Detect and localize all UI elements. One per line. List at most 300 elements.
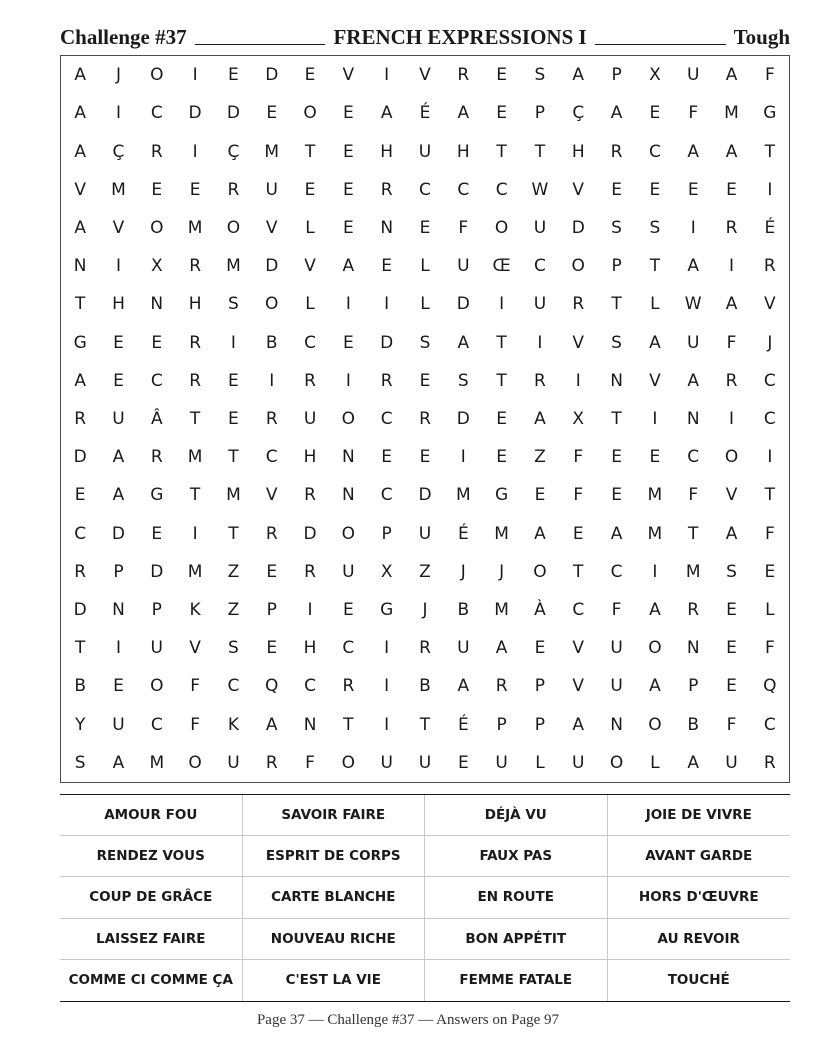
grid-cell[interactable]: H: [112, 294, 125, 315]
grid-cell[interactable]: B: [687, 714, 700, 735]
grid-cell[interactable]: I: [345, 370, 351, 391]
grid-cell[interactable]: N: [342, 447, 355, 468]
grid-cell[interactable]: V: [725, 485, 738, 506]
grid-cell[interactable]: V: [265, 485, 278, 506]
grid-cell[interactable]: R: [342, 676, 355, 697]
grid-cell[interactable]: S: [726, 561, 737, 582]
grid-cell[interactable]: E: [764, 561, 776, 582]
grid-cell[interactable]: V: [419, 65, 431, 86]
grid-cell[interactable]: R: [610, 141, 623, 162]
grid-cell[interactable]: E: [419, 447, 431, 468]
grid-cell[interactable]: A: [649, 332, 661, 353]
grid-cell[interactable]: C: [380, 408, 393, 429]
grid-cell[interactable]: E: [687, 179, 699, 200]
grid-cell[interactable]: N: [686, 638, 700, 659]
grid-cell[interactable]: E: [726, 600, 737, 621]
grid-cell[interactable]: G: [495, 485, 509, 506]
grid-cell[interactable]: E: [342, 217, 354, 238]
grid-cell[interactable]: E: [266, 561, 278, 582]
grid-cell[interactable]: T: [764, 141, 776, 162]
grid-cell[interactable]: M: [724, 103, 739, 124]
grid-cell[interactable]: F: [764, 65, 775, 86]
grid-cell[interactable]: L: [650, 294, 660, 315]
grid-cell[interactable]: R: [572, 294, 585, 315]
grid-cell[interactable]: B: [74, 676, 86, 697]
grid-cell[interactable]: E: [151, 523, 163, 544]
grid-cell[interactable]: E: [151, 332, 163, 353]
grid-cell[interactable]: I: [115, 638, 121, 659]
grid-cell[interactable]: I: [575, 370, 581, 391]
grid-cell[interactable]: G: [73, 332, 87, 353]
grid-cell[interactable]: M: [455, 485, 471, 506]
grid-cell[interactable]: U: [342, 561, 355, 582]
grid-cell[interactable]: S: [228, 638, 239, 659]
grid-cell[interactable]: E: [342, 103, 354, 124]
grid-cell[interactable]: E: [496, 103, 507, 124]
grid-cell[interactable]: H: [571, 141, 585, 162]
grid-cell[interactable]: T: [74, 638, 86, 659]
grid-cell[interactable]: P: [151, 600, 162, 621]
grid-cell[interactable]: U: [495, 752, 508, 773]
grid-cell[interactable]: A: [74, 141, 86, 162]
grid-cell[interactable]: É: [419, 103, 431, 124]
grid-cell[interactable]: T: [764, 485, 776, 506]
grid-cell[interactable]: D: [150, 561, 164, 582]
grid-cell[interactable]: P: [113, 561, 124, 582]
grid-cell[interactable]: H: [188, 294, 202, 315]
grid-cell[interactable]: E: [342, 179, 354, 200]
grid-cell[interactable]: É: [457, 714, 469, 735]
grid-cell[interactable]: R: [380, 370, 393, 391]
grid-cell[interactable]: A: [687, 141, 700, 162]
grid-cell[interactable]: C: [763, 408, 776, 429]
grid-cell[interactable]: Z: [227, 561, 240, 582]
grid-cell[interactable]: R: [265, 752, 278, 773]
grid-cell[interactable]: J: [767, 332, 773, 353]
grid-cell[interactable]: M: [187, 561, 203, 582]
grid-cell[interactable]: P: [534, 103, 546, 124]
grid-cell[interactable]: B: [457, 600, 470, 621]
grid-cell[interactable]: U: [686, 332, 700, 353]
grid-cell[interactable]: C: [265, 447, 278, 468]
grid-cell[interactable]: I: [652, 408, 658, 429]
grid-cell[interactable]: A: [112, 485, 125, 506]
grid-cell[interactable]: U: [112, 408, 125, 429]
grid-cell[interactable]: U: [150, 638, 163, 659]
grid-cell[interactable]: M: [494, 600, 509, 621]
grid-cell[interactable]: A: [725, 294, 738, 315]
grid-cell[interactable]: R: [534, 370, 546, 391]
grid-cell[interactable]: E: [228, 65, 239, 86]
grid-cell[interactable]: E: [649, 447, 661, 468]
grid-cell[interactable]: A: [687, 370, 700, 391]
grid-cell[interactable]: L: [420, 294, 430, 315]
grid-cell[interactable]: F: [190, 676, 200, 697]
grid-cell[interactable]: F: [305, 752, 315, 773]
grid-cell[interactable]: A: [534, 523, 546, 544]
grid-cell[interactable]: C: [304, 332, 316, 353]
grid-cell[interactable]: M: [187, 447, 203, 468]
grid-cell[interactable]: J: [115, 65, 121, 86]
grid-cell[interactable]: A: [74, 370, 86, 391]
grid-cell[interactable]: E: [534, 485, 546, 506]
grid-cell[interactable]: A: [457, 676, 470, 697]
grid-cell[interactable]: T: [534, 141, 546, 162]
grid-cell[interactable]: E: [113, 370, 124, 391]
grid-cell[interactable]: U: [265, 179, 278, 200]
grid-cell[interactable]: R: [304, 370, 316, 391]
grid-cell[interactable]: U: [725, 752, 738, 773]
grid-cell[interactable]: D: [456, 408, 470, 429]
grid-cell[interactable]: R: [265, 523, 278, 544]
grid-cell[interactable]: I: [729, 256, 735, 277]
grid-cell[interactable]: M: [226, 256, 241, 277]
grid-cell[interactable]: I: [729, 408, 735, 429]
grid-cell[interactable]: R: [687, 600, 700, 621]
grid-cell[interactable]: E: [304, 179, 316, 200]
grid-cell[interactable]: A: [649, 600, 661, 621]
grid-cell[interactable]: L: [305, 294, 315, 315]
grid-cell[interactable]: E: [228, 408, 239, 429]
grid-cell[interactable]: F: [764, 638, 775, 659]
grid-cell[interactable]: A: [725, 141, 738, 162]
grid-cell[interactable]: V: [189, 638, 201, 659]
grid-cell[interactable]: D: [303, 523, 317, 544]
grid-cell[interactable]: I: [307, 600, 313, 621]
grid-cell[interactable]: I: [384, 714, 390, 735]
grid-cell[interactable]: U: [686, 65, 700, 86]
grid-cell[interactable]: N: [610, 714, 623, 735]
grid-cell[interactable]: E: [649, 179, 661, 200]
grid-cell[interactable]: N: [150, 294, 164, 315]
grid-cell[interactable]: T: [343, 714, 354, 735]
grid-cell[interactable]: L: [650, 752, 660, 773]
grid-cell[interactable]: F: [688, 485, 699, 506]
grid-cell[interactable]: O: [571, 256, 585, 277]
grid-cell[interactable]: N: [380, 217, 394, 238]
grid-cell[interactable]: F: [611, 600, 622, 621]
grid-cell[interactable]: F: [764, 523, 775, 544]
grid-cell[interactable]: U: [227, 752, 240, 773]
grid-cell[interactable]: T: [611, 408, 622, 429]
grid-cell[interactable]: R: [265, 408, 278, 429]
grid-cell[interactable]: I: [345, 294, 351, 315]
grid-cell[interactable]: O: [150, 217, 164, 238]
grid-cell[interactable]: E: [228, 370, 239, 391]
grid-cell[interactable]: A: [380, 103, 393, 124]
grid-cell[interactable]: Z: [419, 561, 431, 582]
grid-cell[interactable]: T: [74, 294, 86, 315]
grid-cell[interactable]: F: [190, 714, 200, 735]
grid-cell[interactable]: P: [611, 256, 622, 277]
grid-cell[interactable]: Ç: [227, 141, 240, 162]
grid-cell[interactable]: I: [537, 332, 543, 353]
grid-cell[interactable]: F: [573, 485, 584, 506]
grid-cell[interactable]: Â: [150, 408, 163, 429]
grid-cell[interactable]: T: [228, 523, 239, 544]
grid-cell[interactable]: E: [342, 141, 354, 162]
grid-cell[interactable]: X: [649, 65, 661, 86]
grid-cell[interactable]: E: [726, 638, 737, 659]
grid-cell[interactable]: C: [763, 714, 776, 735]
grid-cell[interactable]: R: [150, 447, 163, 468]
grid-cell[interactable]: S: [611, 217, 622, 238]
grid-cell[interactable]: O: [609, 752, 624, 773]
grid-cell[interactable]: E: [726, 676, 737, 697]
grid-cell[interactable]: Q: [265, 676, 279, 697]
grid-cell[interactable]: T: [649, 256, 661, 277]
grid-cell[interactable]: U: [457, 638, 470, 659]
grid-cell[interactable]: S: [457, 370, 469, 391]
grid-cell[interactable]: A: [649, 676, 661, 697]
grid-cell[interactable]: R: [227, 179, 240, 200]
grid-cell[interactable]: C: [304, 676, 316, 697]
grid-cell[interactable]: P: [534, 714, 546, 735]
grid-cell[interactable]: C: [687, 447, 700, 468]
grid-cell[interactable]: Ç: [572, 103, 585, 124]
grid-cell[interactable]: I: [269, 370, 275, 391]
grid-cell[interactable]: A: [687, 256, 700, 277]
grid-cell[interactable]: A: [74, 65, 86, 86]
grid-cell[interactable]: E: [496, 447, 507, 468]
grid-cell[interactable]: T: [496, 141, 507, 162]
grid-cell[interactable]: W: [684, 294, 702, 315]
grid-cell[interactable]: N: [73, 256, 87, 277]
grid-cell[interactable]: V: [112, 217, 125, 238]
grid-cell[interactable]: F: [688, 103, 699, 124]
grid-cell[interactable]: D: [111, 523, 126, 544]
grid-cell[interactable]: S: [611, 332, 622, 353]
grid-cell[interactable]: R: [189, 332, 201, 353]
grid-cell[interactable]: O: [341, 523, 356, 544]
grid-cell[interactable]: X: [150, 256, 163, 277]
grid-cell[interactable]: Ç: [112, 141, 125, 162]
grid-cell[interactable]: N: [112, 600, 125, 621]
grid-cell[interactable]: C: [457, 179, 470, 200]
grid-cell[interactable]: I: [767, 447, 773, 468]
grid-cell[interactable]: E: [419, 217, 431, 238]
grid-cell[interactable]: I: [192, 523, 198, 544]
grid-cell[interactable]: R: [304, 561, 316, 582]
grid-cell[interactable]: R: [763, 752, 776, 773]
grid-cell[interactable]: L: [765, 600, 775, 621]
grid-cell[interactable]: E: [534, 638, 546, 659]
grid-cell[interactable]: L: [305, 217, 315, 238]
grid-cell[interactable]: J: [499, 561, 505, 582]
grid-cell[interactable]: E: [611, 179, 622, 200]
grid-cell[interactable]: I: [384, 676, 390, 697]
grid-cell[interactable]: P: [496, 714, 507, 735]
grid-cell[interactable]: T: [573, 561, 584, 582]
grid-cell[interactable]: C: [572, 600, 585, 621]
grid-cell[interactable]: C: [342, 638, 355, 659]
grid-cell[interactable]: R: [74, 408, 87, 429]
grid-cell[interactable]: A: [610, 523, 623, 544]
grid-cell[interactable]: A: [572, 65, 585, 86]
grid-cell[interactable]: T: [496, 332, 507, 353]
grid-cell[interactable]: S: [534, 65, 546, 86]
grid-cell[interactable]: A: [725, 65, 738, 86]
grid-cell[interactable]: D: [418, 485, 432, 506]
grid-cell[interactable]: C: [648, 141, 661, 162]
grid-cell[interactable]: U: [533, 294, 547, 315]
grid-cell[interactable]: U: [380, 752, 393, 773]
grid-cell[interactable]: A: [495, 638, 508, 659]
grid-cell[interactable]: D: [188, 103, 202, 124]
grid-cell[interactable]: E: [611, 485, 622, 506]
grid-cell[interactable]: S: [228, 294, 239, 315]
grid-cell[interactable]: C: [763, 370, 776, 391]
grid-cell[interactable]: H: [303, 447, 317, 468]
grid-cell[interactable]: W: [531, 179, 549, 200]
grid-cell[interactable]: I: [115, 103, 121, 124]
grid-cell[interactable]: R: [495, 676, 508, 697]
grid-cell[interactable]: U: [303, 408, 317, 429]
grid-cell[interactable]: E: [726, 179, 737, 200]
grid-cell[interactable]: E: [266, 103, 278, 124]
grid-cell[interactable]: D: [226, 103, 240, 124]
grid-cell[interactable]: D: [571, 217, 585, 238]
grid-cell[interactable]: V: [572, 332, 585, 353]
grid-cell[interactable]: D: [73, 447, 87, 468]
grid-cell[interactable]: N: [686, 408, 700, 429]
grid-cell[interactable]: V: [649, 370, 661, 391]
grid-cell[interactable]: À: [534, 600, 546, 621]
grid-cell[interactable]: C: [227, 676, 240, 697]
grid-cell[interactable]: X: [380, 561, 393, 582]
grid-cell[interactable]: V: [572, 676, 585, 697]
grid-cell[interactable]: V: [572, 179, 585, 200]
grid-cell[interactable]: I: [384, 638, 390, 659]
grid-cell[interactable]: E: [113, 332, 124, 353]
grid-cell[interactable]: N: [342, 485, 355, 506]
grid-cell[interactable]: D: [265, 256, 279, 277]
grid-cell[interactable]: E: [74, 485, 86, 506]
grid-cell[interactable]: A: [572, 714, 585, 735]
grid-cell[interactable]: E: [572, 523, 584, 544]
grid-cell[interactable]: D: [456, 294, 470, 315]
grid-cell[interactable]: E: [381, 447, 393, 468]
grid-cell[interactable]: L: [420, 256, 430, 277]
grid-cell[interactable]: E: [342, 600, 354, 621]
grid-cell[interactable]: N: [610, 370, 623, 391]
grid-cell[interactable]: H: [456, 141, 470, 162]
grid-cell[interactable]: I: [384, 294, 390, 315]
grid-cell[interactable]: R: [304, 485, 316, 506]
grid-cell[interactable]: I: [115, 256, 121, 277]
grid-cell[interactable]: M: [685, 561, 701, 582]
grid-cell[interactable]: E: [342, 332, 354, 353]
grid-cell[interactable]: T: [496, 370, 507, 391]
grid-cell[interactable]: Z: [227, 600, 240, 621]
grid-cell[interactable]: V: [342, 65, 355, 86]
grid-cell[interactable]: E: [151, 179, 163, 200]
grid-cell[interactable]: H: [380, 141, 394, 162]
grid-cell[interactable]: U: [572, 752, 585, 773]
grid-cell[interactable]: R: [74, 561, 87, 582]
grid-cell[interactable]: R: [189, 256, 201, 277]
grid-cell[interactable]: M: [149, 752, 165, 773]
grid-cell[interactable]: E: [381, 256, 393, 277]
grid-cell[interactable]: G: [150, 485, 164, 506]
grid-cell[interactable]: O: [648, 638, 662, 659]
grid-cell[interactable]: O: [226, 217, 241, 238]
grid-cell[interactable]: U: [533, 217, 547, 238]
grid-cell[interactable]: R: [150, 141, 163, 162]
grid-cell[interactable]: T: [611, 294, 622, 315]
grid-cell[interactable]: E: [649, 103, 661, 124]
grid-cell[interactable]: P: [534, 676, 546, 697]
grid-cell[interactable]: A: [687, 752, 700, 773]
grid-cell[interactable]: I: [767, 179, 773, 200]
grid-cell[interactable]: O: [724, 447, 739, 468]
grid-cell[interactable]: B: [419, 676, 431, 697]
grid-cell[interactable]: R: [189, 370, 201, 391]
grid-cell[interactable]: C: [150, 103, 163, 124]
grid-cell[interactable]: D: [380, 332, 394, 353]
grid-cell[interactable]: L: [535, 752, 545, 773]
grid-cell[interactable]: O: [341, 408, 356, 429]
grid-cell[interactable]: R: [419, 408, 431, 429]
grid-cell[interactable]: D: [265, 65, 279, 86]
grid-cell[interactable]: J: [460, 561, 466, 582]
grid-cell[interactable]: Z: [534, 447, 546, 468]
grid-cell[interactable]: C: [380, 485, 393, 506]
grid-cell[interactable]: M: [494, 523, 509, 544]
grid-cell[interactable]: P: [266, 600, 277, 621]
grid-cell[interactable]: A: [74, 103, 86, 124]
grid-cell[interactable]: V: [265, 217, 278, 238]
grid-cell[interactable]: F: [458, 217, 469, 238]
grid-cell[interactable]: M: [264, 141, 280, 162]
grid-cell[interactable]: G: [763, 103, 777, 124]
grid-cell[interactable]: O: [341, 752, 356, 773]
grid-cell[interactable]: E: [496, 65, 507, 86]
grid-cell[interactable]: U: [457, 256, 470, 277]
grid-cell[interactable]: P: [688, 676, 699, 697]
grid-cell[interactable]: U: [418, 523, 432, 544]
grid-cell[interactable]: D: [73, 600, 87, 621]
grid-cell[interactable]: I: [230, 332, 236, 353]
grid-cell[interactable]: M: [647, 485, 663, 506]
grid-cell[interactable]: C: [150, 714, 163, 735]
grid-cell[interactable]: F: [726, 332, 737, 353]
grid-cell[interactable]: F: [573, 447, 584, 468]
grid-cell[interactable]: H: [303, 638, 317, 659]
grid-cell[interactable]: A: [342, 256, 355, 277]
grid-cell[interactable]: I: [460, 447, 466, 468]
grid-cell[interactable]: O: [648, 714, 662, 735]
grid-cell[interactable]: I: [690, 217, 696, 238]
grid-cell[interactable]: C: [419, 179, 431, 200]
grid-cell[interactable]: F: [726, 714, 737, 735]
grid-cell[interactable]: I: [192, 65, 198, 86]
grid-cell[interactable]: E: [419, 370, 431, 391]
grid-cell[interactable]: P: [381, 523, 392, 544]
grid-cell[interactable]: M: [187, 217, 203, 238]
grid-cell[interactable]: E: [496, 408, 507, 429]
grid-cell[interactable]: X: [572, 408, 585, 429]
grid-cell[interactable]: R: [763, 256, 776, 277]
grid-cell[interactable]: S: [74, 752, 86, 773]
grid-cell[interactable]: I: [652, 561, 658, 582]
grid-cell[interactable]: E: [266, 638, 278, 659]
grid-cell[interactable]: U: [112, 714, 125, 735]
grid-cell[interactable]: U: [418, 752, 432, 773]
grid-cell[interactable]: U: [610, 638, 623, 659]
grid-cell[interactable]: Y: [74, 714, 86, 735]
grid-cell[interactable]: I: [499, 294, 505, 315]
